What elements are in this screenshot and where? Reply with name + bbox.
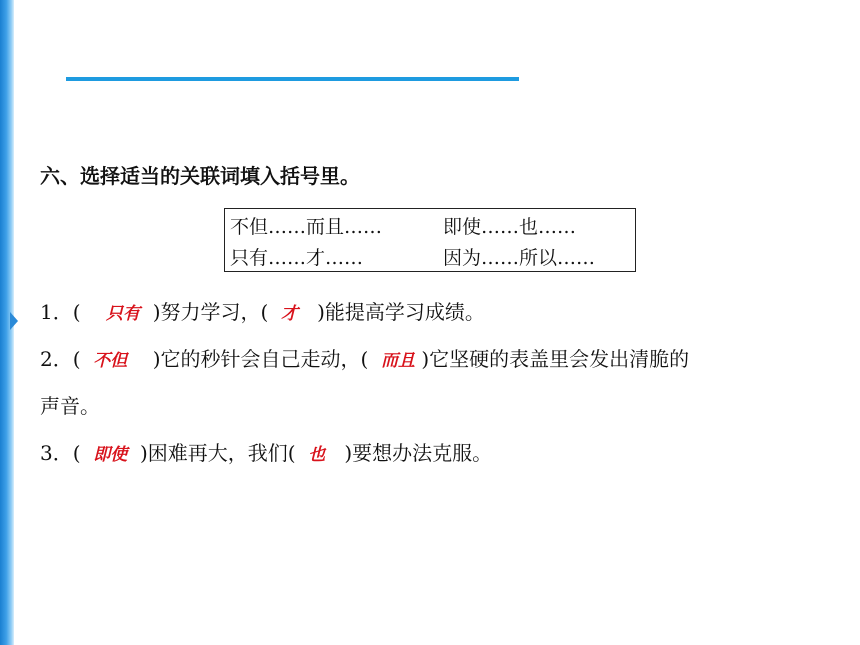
answer-1: 只有 — [105, 304, 140, 324]
question-text: )能提高学习成绩。 — [317, 300, 485, 324]
question-text: )要想办法克服。 — [344, 441, 493, 465]
question-3 — [40, 437, 492, 466]
question-number: 3．( — [40, 441, 81, 465]
question-2-continuation: 声音。 — [40, 394, 100, 418]
word-option: 不但……而且…… — [230, 216, 383, 238]
question-text: )它的秒针会自己走动，( — [152, 347, 369, 371]
answer-2: 也 — [308, 445, 326, 465]
word-option: 即使……也…… — [443, 216, 577, 238]
section-heading: 六、选择适当的关联词填入括号里。 — [40, 164, 360, 188]
conjunction-word-box — [224, 208, 636, 272]
question-number: 2．( — [40, 347, 81, 371]
title-underline-rule — [66, 77, 519, 81]
question-text: )它坚硬的表盖里会发出清脆的 — [421, 347, 690, 371]
question-number: 1．( — [40, 300, 81, 324]
answer-2: 才 — [281, 304, 299, 324]
word-option: 因为……所以…… — [443, 247, 596, 269]
word-option: 只有……才…… — [230, 247, 364, 269]
answer-2: 而且 — [381, 351, 416, 371]
question-2 — [40, 343, 689, 372]
question-text: )努力学习，( — [152, 300, 269, 324]
answer-1: 即使 — [93, 445, 128, 465]
question-1 — [40, 296, 485, 325]
left-notch-marker — [10, 312, 18, 330]
answer-1: 不但 — [93, 351, 128, 371]
question-text: )困难再大，我们( — [139, 441, 296, 465]
